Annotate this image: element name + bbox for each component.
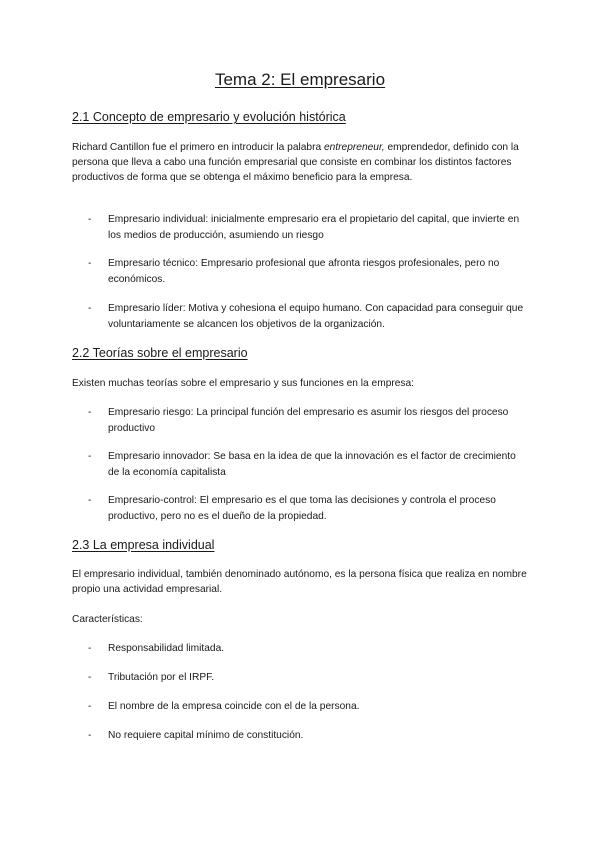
list-item-text: Empresario riesgo: La principal función del empresario es asumir los riesgos del proceso productivo (108, 407, 509, 434)
bullet-dash: - (88, 407, 92, 418)
list-item-text: Responsabilidad limitada. (108, 643, 225, 654)
intro-text-end: emprendedor, definido con la persona que lleva a cabo una función empresarial que consiste en combinar los distintos factores productivos de forma que se obtenga el máximo beneficio para la empresa. (72, 142, 519, 183)
section-heading-2-3: 2.3 La empresa individual (72, 538, 215, 552)
page-title: Tema 2: El empresario (214, 70, 386, 89)
bullet-dash: - (88, 643, 92, 654)
bullet-dash: - (88, 258, 92, 269)
list-item-text: No requiere capital mínimo de constitución. (108, 730, 304, 741)
section-3-intro: El empresario individual, también denominado autónomo, es la persona física que realiza en nombre propio una actividad empresarial. (72, 569, 527, 595)
characteristics-label: Características: (72, 614, 143, 625)
list-item-text: El nombre de la empresa coincide con el de la persona. (108, 701, 360, 712)
list-item-text: Empresario-control: El empresario es el que toma las decisiones y controla el proceso productivo, pero no es el dueño de la propiedad. (108, 495, 496, 522)
list-item-text: Empresario líder: Motiva y cohesiona el equipo humano. Con capacidad para conseguir que voluntariamente se alcancen los objetivos de la organización. (108, 303, 524, 330)
bullet-dash: - (88, 303, 92, 314)
bullet-dash: - (88, 451, 92, 462)
section-heading-2-1: 2.1 Concepto de empresario y evolución histórica (72, 110, 346, 124)
bullet-dash: - (88, 730, 92, 741)
intro-italic-term: entrepreneur, (324, 142, 385, 153)
list-item-text: Empresario técnico: Empresario profesional que afronta riesgos profesionales, pero no económicos. (108, 258, 500, 285)
list-item-text: Empresario innovador: Se basa en la idea de que la innovación es el factor de crecimiento de la economía capitalista (108, 451, 516, 478)
section-2-intro: Existen muchas teorías sobre el empresario y sus funciones en la empresa: (72, 378, 415, 389)
bullet-dash: - (88, 495, 92, 506)
bullet-dash: - (88, 214, 92, 225)
section-heading-2-2: 2.2 Teorías sobre el empresario (72, 346, 248, 360)
bullet-dash: - (88, 672, 92, 683)
list-item-text: Tributación por el IRPF. (108, 672, 215, 683)
bullet-dash: - (88, 701, 92, 712)
list-item-text: Empresario individual: inicialmente empresario era el propietario del capital, que invierte en los medios de producción, asumiendo un riesgo (108, 214, 520, 241)
section-1-intro (72, 140, 532, 185)
intro-text-start: Richard Cantillon fue el primero en introducir la palabra (72, 142, 324, 153)
